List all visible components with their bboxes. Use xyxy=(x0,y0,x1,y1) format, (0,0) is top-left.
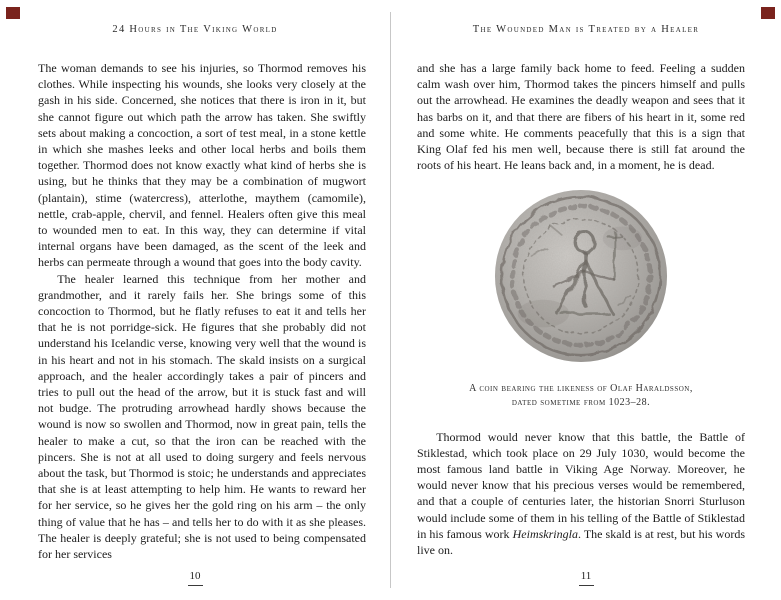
paragraph: The woman demands to see his injuries, so Thormod removes his clothes. While inspecting his wounds, she looks very closely at the gash in his side. Concerned, she notices that there is iron in it, but she cannot figure out which path the arrow has taken. She swiftly sets about making a concoction, a sort of test meal, in a stone kettle in which she mashes leeks and other local herbs and boils them together. Thormod does not know exactly what kind of herbs she is using, but he thinks that they may be a combination of mugwort (plantain), stime (watercress), atterlothe, maythem (camomile), nettle, crab-apple, chervil, and fennel. Healers often give this meal to wounded men to eat. In this way, they can determine if vital internal organs have been damaged, as the scent of the leek and herbs can permeate through a wound that goes into the body cavity. xyxy=(38,61,366,270)
book-title-italic: Heimskringla xyxy=(512,526,578,541)
page-number-text: 11 xyxy=(580,570,592,582)
running-head-left: 24 Hours in The Viking World xyxy=(112,24,278,35)
page-number-left xyxy=(0,570,390,586)
page-number-text: 10 xyxy=(189,570,201,582)
running-head-right: The Wounded Man is Treated by a Healer xyxy=(472,24,700,35)
paragraph: and she has a large family back home to feed. Feeling a sudden calm wash over him, Thormod takes the pincers himself and pulls out the arrowhead. He examines the deadly weapon and sees that it has barbs on it, and that there are fibers of his heart in it, some red and some white. He comments peacefully that this is a sign that King Olaf fed his men well, because there is still fat around the roots of his heart. He leans back and, in a moment, he is dead. xyxy=(417,61,745,173)
page-right xyxy=(391,0,781,600)
coin-image xyxy=(492,187,670,365)
coin-caption: A coin bearing the likeness of Olaf Haraldsson, dated sometime from 1023–28. xyxy=(469,382,693,409)
left-body-text xyxy=(38,60,366,564)
paragraph-text: . The skald is at rest, but his words live on. xyxy=(417,526,745,558)
page-left xyxy=(0,0,390,600)
right-body-text xyxy=(417,60,745,564)
paragraph: The healer learned this technique from her mother and grandmother, and it rarely fails her. She brings some of this concoction to Thormod, but he flatly refuses to eat it and tells her that he is not porridge-sick. He figures that she probably did not understand his Icelandic verse, knowing very well that the wound is in his heart and not in his stomach. The skald insists on a surgical approach, and the healer accordingly takes a pair of pincers and tries to pull out the head of the arrow, but it is stuck fast and will not budge. The protruding arrowhead hardly shows because the wound is now so swollen and Thormod, now in great pain, tells the healer to make a cut, so that the iron can be reached with the pincers. She is not at all used to doing surgery and feels nervous about the task, but Thormod is stoic; he understands and appreciates that she is at least attempting to help him. He wants to reward her for her service, so he gives her the gold ring on his arm – the only thing of value that he has – and tells her to do with it as she pleases. The healer is deeply grateful; she is not used to being compensated for her services xyxy=(38,271,366,562)
page-number-rule xyxy=(579,585,594,586)
page-number-rule xyxy=(188,585,203,586)
coin-figure xyxy=(417,187,745,369)
paragraph-text: Thormod would never know that this battle, the Battle of Stiklestad, which took place on 29 July 1030, would become the most famous land battle in Viking Age Norway. Moreover, he would never know that his precious verses would be remembered, and that a couple of centuries later, the historian Snorri Sturluson would include some of them in his telling of the Battle of Stiklestad in his famous work xyxy=(417,429,745,541)
page-number-right xyxy=(391,570,781,586)
paragraph xyxy=(417,429,745,559)
